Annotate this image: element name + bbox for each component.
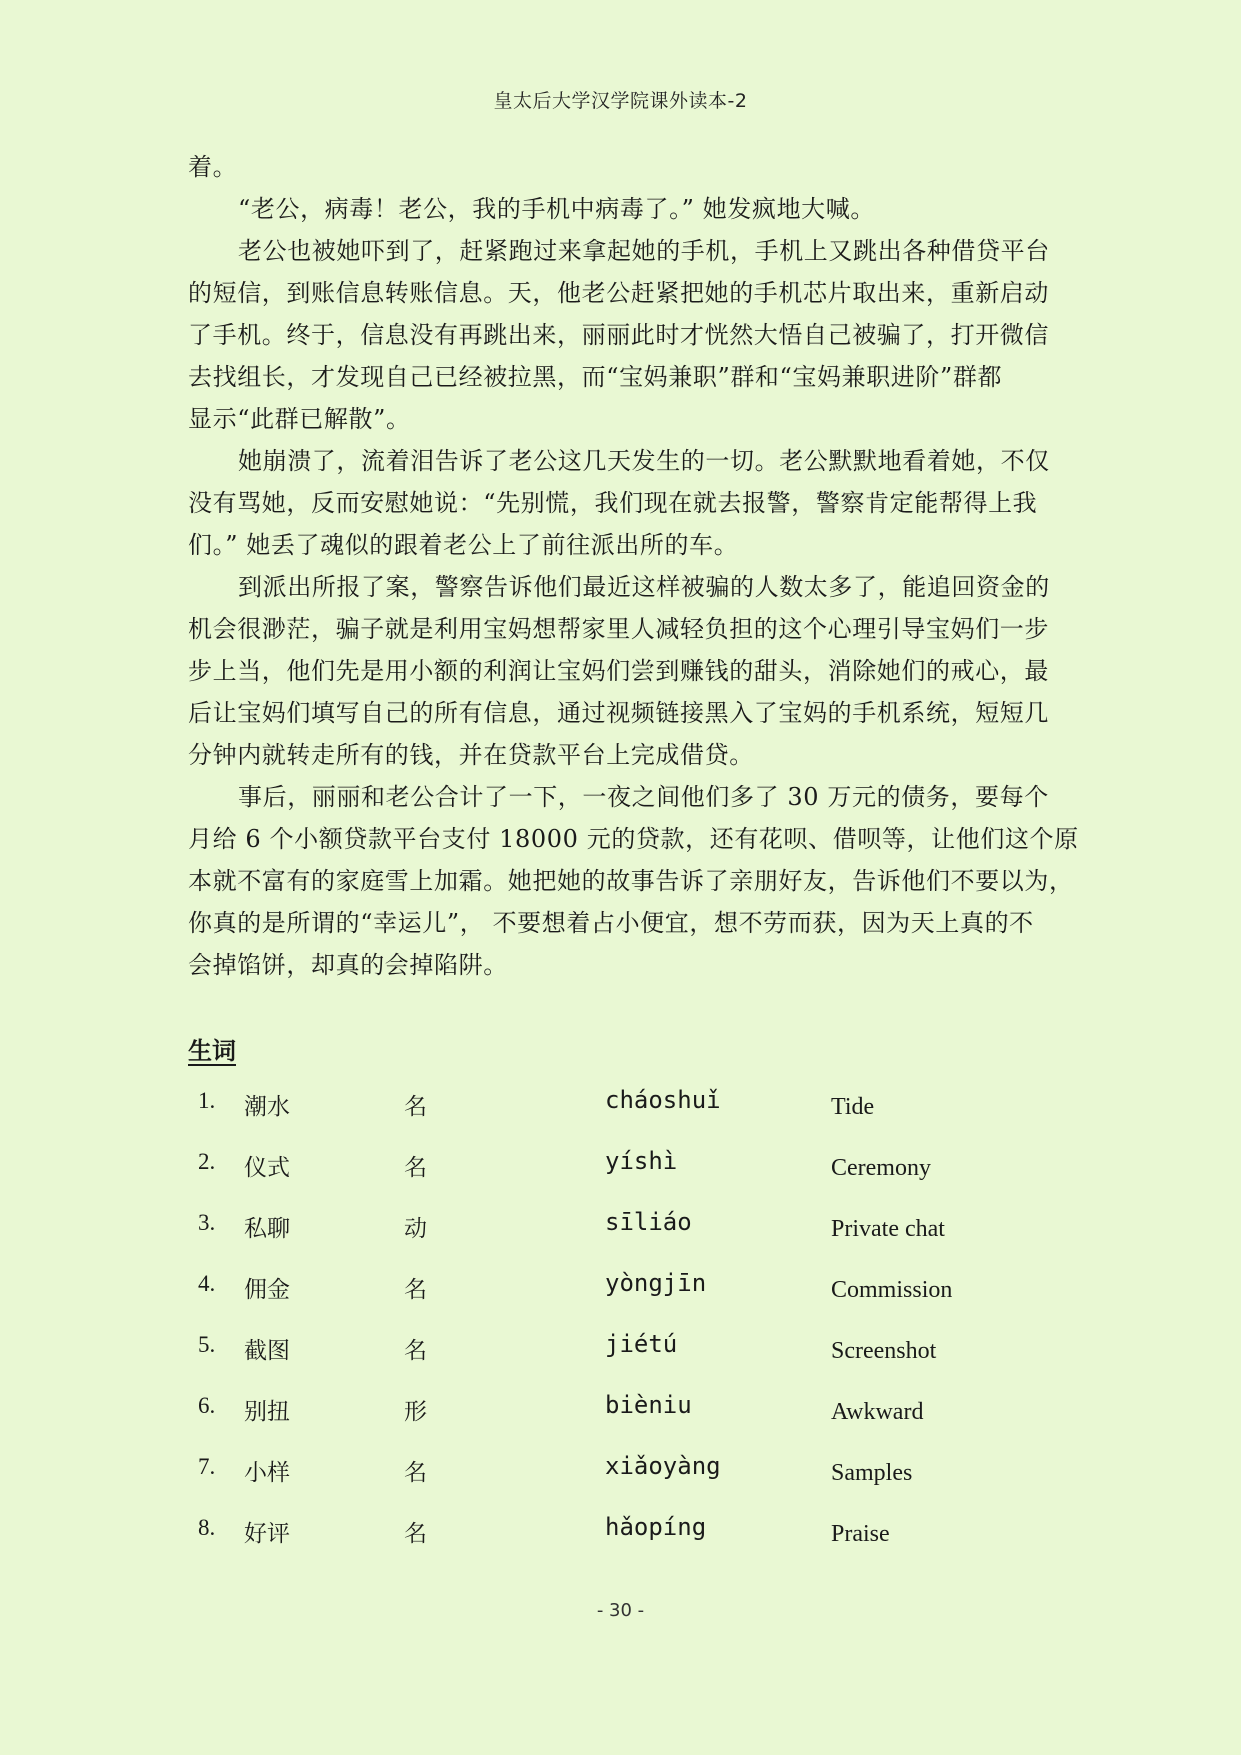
vocab-word: 佣金 (244, 1277, 290, 1303)
vocab-pinyin: jiétú (605, 1330, 678, 1358)
vocab-word: 仪式 (244, 1155, 290, 1181)
vocab-pinyin: hǎopíng (605, 1513, 707, 1541)
text-line: 后让宝妈们填写自己的所有信息，通过视频链接黑入了宝妈的手机系统，短短几 (188, 699, 1049, 727)
vocab-row (188, 1263, 1054, 1324)
vocab-part-of-speech: 动 (404, 1216, 427, 1242)
vocab-part-of-speech: 名 (404, 1094, 427, 1120)
vocab-row (188, 1324, 1054, 1385)
vocab-number: 1. (198, 1088, 216, 1113)
vocab-part-of-speech: 名 (404, 1460, 427, 1486)
text-line: “老公，病毒！老公，我的手机中病毒了。” 她发疯地大喊。 (238, 195, 875, 223)
vocabulary-list (188, 1080, 1054, 1568)
text-line: 去找组长，才发现自己已经被拉黑，而“宝妈兼职”群和“宝妈兼职进阶”群都 (188, 363, 1003, 391)
vocab-english: Screenshot (831, 1338, 937, 1364)
vocab-english: Commission (831, 1277, 953, 1303)
running-header: 皇太后大学汉学院课外读本-2 (493, 90, 748, 112)
vocab-part-of-speech: 名 (404, 1338, 427, 1364)
text-line: 老公也被她吓到了，赶紧跑过来拿起她的手机，手机上又跳出各种借贷平台 (238, 237, 1050, 265)
vocab-pinyin: bièniu (605, 1391, 692, 1419)
vocab-word: 截图 (244, 1338, 290, 1364)
vocab-row (188, 1080, 1054, 1141)
page-number: - 30 - (596, 1600, 645, 1621)
text-line: 机会很渺茫，骗子就是利用宝妈想帮家里人减轻负担的这个心理引导宝妈们一步 (188, 615, 1049, 643)
text-line: 们。” 她丢了魂似的跟着老公上了前往派出所的车。 (188, 531, 739, 559)
vocab-pinyin: cháoshuǐ (605, 1086, 721, 1114)
vocab-part-of-speech: 名 (404, 1277, 427, 1303)
text-line: 没有骂她，反而安慰她说：“先别慌，我们现在就去报警，警察肯定能帮得上我 (188, 489, 1038, 517)
text-line: 你真的是所谓的“幸运儿”， 不要想着占小便宜，想不劳而获，因为天上真的不 (188, 909, 1034, 937)
text-line: 显示“此群已解散”。 (188, 405, 411, 433)
text-line: 的短信，到账信息转账信息。天，他老公赶紧把她的手机芯片取出来，重新启动 (188, 279, 1049, 307)
vocab-number: 8. (198, 1515, 216, 1540)
vocab-pinyin: xiǎoyàng (605, 1452, 721, 1480)
text-line: 了手机。终于，信息没有再跳出来，丽丽此时才恍然大悟自己被骗了，打开微信 (188, 321, 1049, 349)
vocab-word: 好评 (244, 1521, 290, 1547)
text-line: 事后，丽丽和老公合计了一下，一夜之间他们多了 30 万元的债务，要每个 (238, 783, 1049, 811)
text-line: 本就不富有的家庭雪上加霜。她把她的故事告诉了亲朋好友，告诉他们不要以为， (188, 867, 1074, 895)
vocab-pinyin: sīliáo (605, 1208, 692, 1236)
vocab-english: Samples (831, 1460, 913, 1486)
vocab-row (188, 1446, 1054, 1507)
vocab-english: Praise (831, 1521, 890, 1547)
text-line: 步上当，他们先是用小额的利润让宝妈们尝到赚钱的甜头，消除她们的戒心，最 (188, 657, 1049, 685)
vocab-pinyin: yíshì (605, 1147, 678, 1175)
text-line: 月给 6 个小额贷款平台支付 18000 元的贷款，还有花呗、借呗等，让他们这个原 (188, 825, 1079, 853)
vocab-number: 5. (198, 1332, 216, 1357)
text-line: 着。 (188, 153, 238, 181)
vocab-row (188, 1141, 1054, 1202)
vocab-number: 4. (198, 1271, 216, 1296)
vocab-part-of-speech: 名 (404, 1155, 427, 1181)
text-line: 她崩溃了，流着泪告诉了老公这几天发生的一切。老公默默地看着她，不仅 (238, 447, 1050, 475)
vocab-row (188, 1507, 1054, 1568)
vocab-row (188, 1202, 1054, 1263)
vocab-part-of-speech: 形 (404, 1399, 427, 1425)
vocabulary-heading: 生词 (188, 1036, 236, 1065)
vocab-pinyin: yòngjīn (605, 1269, 707, 1297)
vocab-word: 潮水 (244, 1094, 290, 1120)
vocab-number: 3. (198, 1210, 216, 1235)
vocab-word: 别扭 (244, 1399, 290, 1425)
vocab-number: 2. (198, 1149, 216, 1174)
vocab-english: Awkward (831, 1399, 924, 1425)
text-line: 到派出所报了案，警察告诉他们最近这样被骗的人数太多了，能追回资金的 (238, 573, 1050, 601)
vocab-english: Ceremony (831, 1155, 931, 1181)
vocab-part-of-speech: 名 (404, 1521, 427, 1547)
vocab-english: Tide (831, 1094, 875, 1120)
vocab-english: Private chat (831, 1216, 945, 1242)
vocab-number: 6. (198, 1393, 216, 1418)
text-line: 分钟内就转走所有的钱，并在贷款平台上完成借贷。 (188, 741, 754, 769)
text-line: 会掉馅饼，却真的会掉陷阱。 (188, 951, 508, 979)
vocab-number: 7. (198, 1454, 216, 1479)
vocab-word: 小样 (244, 1460, 290, 1486)
vocab-row (188, 1385, 1054, 1446)
story-body (188, 146, 1079, 986)
vocab-word: 私聊 (244, 1216, 290, 1242)
